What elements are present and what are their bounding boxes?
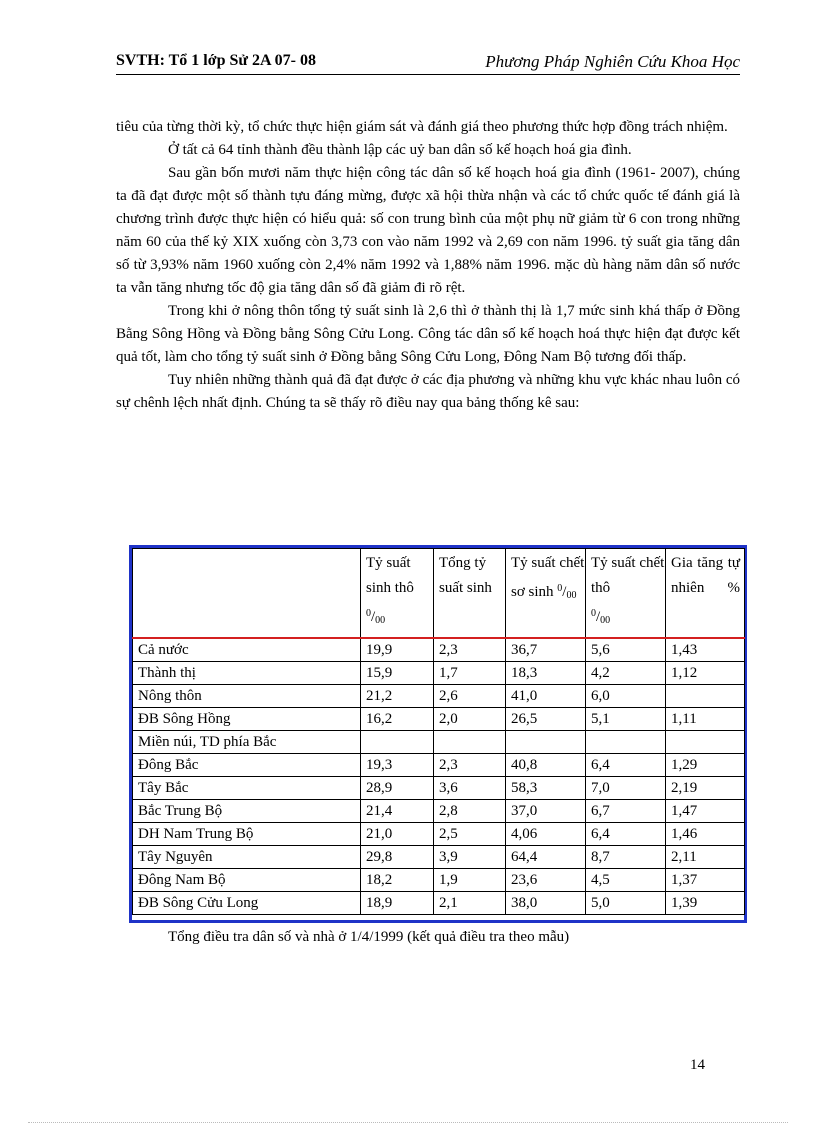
permille-unit: $^0/_{00}$ xyxy=(557,583,577,601)
value-cell: 26,5 xyxy=(506,708,586,731)
value-cell: 2,3 xyxy=(434,638,506,662)
region-cell: Thành thị xyxy=(133,662,361,685)
value-cell: 1,9 xyxy=(434,869,506,892)
paragraph: Trong khi ở nông thôn tổng tỷ suất sinh là 2,6 thì ở thành thị là 1,7 mức sinh khá thấp ở Đồng Bằng Sông Hồng và Đồng bằng Sông Cửu Long. Công tác dân số kế hoạch hoá thực hiện đạt được kết quả tốt, làm cho tổng tỷ suất sinh ở Đồng bằng Sông Cửu Long, Đông Nam Bộ tương đối thấp. xyxy=(116,303,740,365)
value-cell: 58,3 xyxy=(506,777,586,800)
page-header xyxy=(116,50,740,75)
value-cell: 19,3 xyxy=(361,754,434,777)
value-cell xyxy=(361,731,434,754)
value-cell xyxy=(586,731,666,754)
table-row xyxy=(133,846,745,869)
value-cell: 64,4 xyxy=(506,846,586,869)
value-cell: 2,11 xyxy=(666,846,745,869)
statistics-table xyxy=(132,548,745,915)
value-cell: 1,29 xyxy=(666,754,745,777)
value-cell: 6,4 xyxy=(586,754,666,777)
value-cell: 38,0 xyxy=(506,892,586,915)
table-row xyxy=(133,869,745,892)
value-cell: 41,0 xyxy=(506,685,586,708)
value-cell: 36,7 xyxy=(506,638,586,662)
value-cell: 6,0 xyxy=(586,685,666,708)
region-cell: ĐB Sông Hồng xyxy=(133,708,361,731)
header-cell-crude-death-rate: Tỷ suất chết thô $^0/_{00}$ xyxy=(586,549,666,639)
region-cell: Nông thôn xyxy=(133,685,361,708)
table-row xyxy=(133,892,745,915)
region-cell: Đông Nam Bộ xyxy=(133,869,361,892)
region-cell: Tây Bắc xyxy=(133,777,361,800)
header-cell-infant-mortality: Tỷ suất chết sơ $\sinh ^0/_{00}$ xyxy=(506,549,586,639)
value-cell: 1,12 xyxy=(666,662,745,685)
value-cell: 7,0 xyxy=(586,777,666,800)
value-cell: 29,8 xyxy=(361,846,434,869)
table-row xyxy=(133,685,745,708)
table-row xyxy=(133,708,745,731)
value-cell: 1,11 xyxy=(666,708,745,731)
value-cell: 5,0 xyxy=(586,892,666,915)
region-cell: Cả nước xyxy=(133,638,361,662)
paragraph: Tuy nhiên những thành quả đã đạt được ở các địa phương và những khu vực khác nhau luôn có sự chênh lệch nhất định. Chúng ta sẽ thấy rõ điều nay qua bảng thống kê sau: xyxy=(116,372,740,411)
region-cell: Miền núi, TD phía Bắc xyxy=(133,731,361,754)
value-cell xyxy=(666,731,745,754)
table-row xyxy=(133,823,745,846)
statistics-table-frame xyxy=(129,545,747,923)
value-cell: 28,9 xyxy=(361,777,434,800)
value-cell: 2,1 xyxy=(434,892,506,915)
paragraph: Ở tất cả 64 tỉnh thành đều thành lập các uỷ ban dân số kế hoạch hoá gia đình. xyxy=(168,142,632,158)
header-cell-total-fertility: Tổng tỷ suất sinh xyxy=(434,549,506,639)
header-course-title: Phương Pháp Nghiên Cứu Khoa Học xyxy=(485,52,740,71)
permille-unit: $^0/_{00}$ xyxy=(591,608,611,626)
value-cell xyxy=(434,731,506,754)
permille-unit: $^0/_{00}$ xyxy=(366,608,386,626)
value-cell: 2,6 xyxy=(434,685,506,708)
value-cell: 5,1 xyxy=(586,708,666,731)
value-cell: 21,0 xyxy=(361,823,434,846)
value-cell: 8,7 xyxy=(586,846,666,869)
value-cell: 4,2 xyxy=(586,662,666,685)
table-row xyxy=(133,731,745,754)
value-cell xyxy=(666,685,745,708)
table-row xyxy=(133,662,745,685)
header-cell-natural-increase: Gia tăng tự nhiên % xyxy=(666,549,745,639)
table-row xyxy=(133,777,745,800)
region-cell: Bắc Trung Bộ xyxy=(133,800,361,823)
table-row xyxy=(133,754,745,777)
table-row xyxy=(133,800,745,823)
region-cell: ĐB Sông Cửu Long xyxy=(133,892,361,915)
page-number: 14 xyxy=(690,1057,705,1073)
value-cell: 37,0 xyxy=(506,800,586,823)
value-cell: 2,0 xyxy=(434,708,506,731)
value-cell: 3,6 xyxy=(434,777,506,800)
table-header-row xyxy=(133,549,745,639)
region-cell: DH Nam Trung Bộ xyxy=(133,823,361,846)
value-cell: 40,8 xyxy=(506,754,586,777)
value-cell: 2,19 xyxy=(666,777,745,800)
header-cell-empty xyxy=(133,549,361,639)
region-cell: Tây Nguyên xyxy=(133,846,361,869)
value-cell: 23,6 xyxy=(506,869,586,892)
value-cell: 18,3 xyxy=(506,662,586,685)
value-cell: 18,2 xyxy=(361,869,434,892)
region-cell: Đông Bắc xyxy=(133,754,361,777)
value-cell: 1,37 xyxy=(666,869,745,892)
value-cell: 15,9 xyxy=(361,662,434,685)
value-cell: 21,4 xyxy=(361,800,434,823)
value-cell: 4,06 xyxy=(506,823,586,846)
value-cell: 18,9 xyxy=(361,892,434,915)
value-cell: 1,47 xyxy=(666,800,745,823)
value-cell: 4,5 xyxy=(586,869,666,892)
header-author: SVTH: Tổ 1 lớp Sử 2A 07- 08 xyxy=(116,52,316,69)
table-row xyxy=(133,638,745,662)
value-cell: 3,9 xyxy=(434,846,506,869)
value-cell: 2,5 xyxy=(434,823,506,846)
header-cell-crude-birth-rate: Tỷ suất sinh thô $^0/_{00}$ xyxy=(361,549,434,639)
value-cell xyxy=(506,731,586,754)
body-text xyxy=(116,116,740,415)
value-cell: 1,7 xyxy=(434,662,506,685)
value-cell: 19,9 xyxy=(361,638,434,662)
paragraph: Sau gần bốn mươi năm thực hiện công tác dân số kế hoạch hoá gia đình (1961- 2007), chúng ta đã đạt được một số thành tựu đáng mừng, được xã hội thừa nhận và các tổ chức quốc tế đánh giá là chương trình được thực hiện có hiểu quả: số con trung bình của một phụ nữ giảm từ 6 con trong những năm 60 của thế kỷ XIX xuống còn 3,73 con vào năm 1992 và 2,69 con năm 1996. tỷ suất gia tăng dân số từ 3,93% năm 1960 xuống còn 2,4% năm 1992 và 1,88% năm 1996. mặc dù hàng năm dân số nước ta vẫn tăng nhưng tốc độ gia tăng dân số đã giảm đi rõ rệt. xyxy=(116,165,740,296)
value-cell: 1,43 xyxy=(666,638,745,662)
table-caption: Tổng điều tra dân số và nhà ở 1/4/1999 (kết quả điều tra theo mẫu) xyxy=(168,929,570,945)
paragraph: tiêu của từng thời kỳ, tổ chức thực hiện giám sát và đánh giá theo phương thức hợp đồng trách nhiệm. xyxy=(116,119,728,135)
value-cell: 1,39 xyxy=(666,892,745,915)
value-cell: 6,4 xyxy=(586,823,666,846)
value-cell: 5,6 xyxy=(586,638,666,662)
value-cell: 2,3 xyxy=(434,754,506,777)
value-cell: 16,2 xyxy=(361,708,434,731)
value-cell: 6,7 xyxy=(586,800,666,823)
value-cell: 1,46 xyxy=(666,823,745,846)
value-cell: 21,2 xyxy=(361,685,434,708)
value-cell: 2,8 xyxy=(434,800,506,823)
